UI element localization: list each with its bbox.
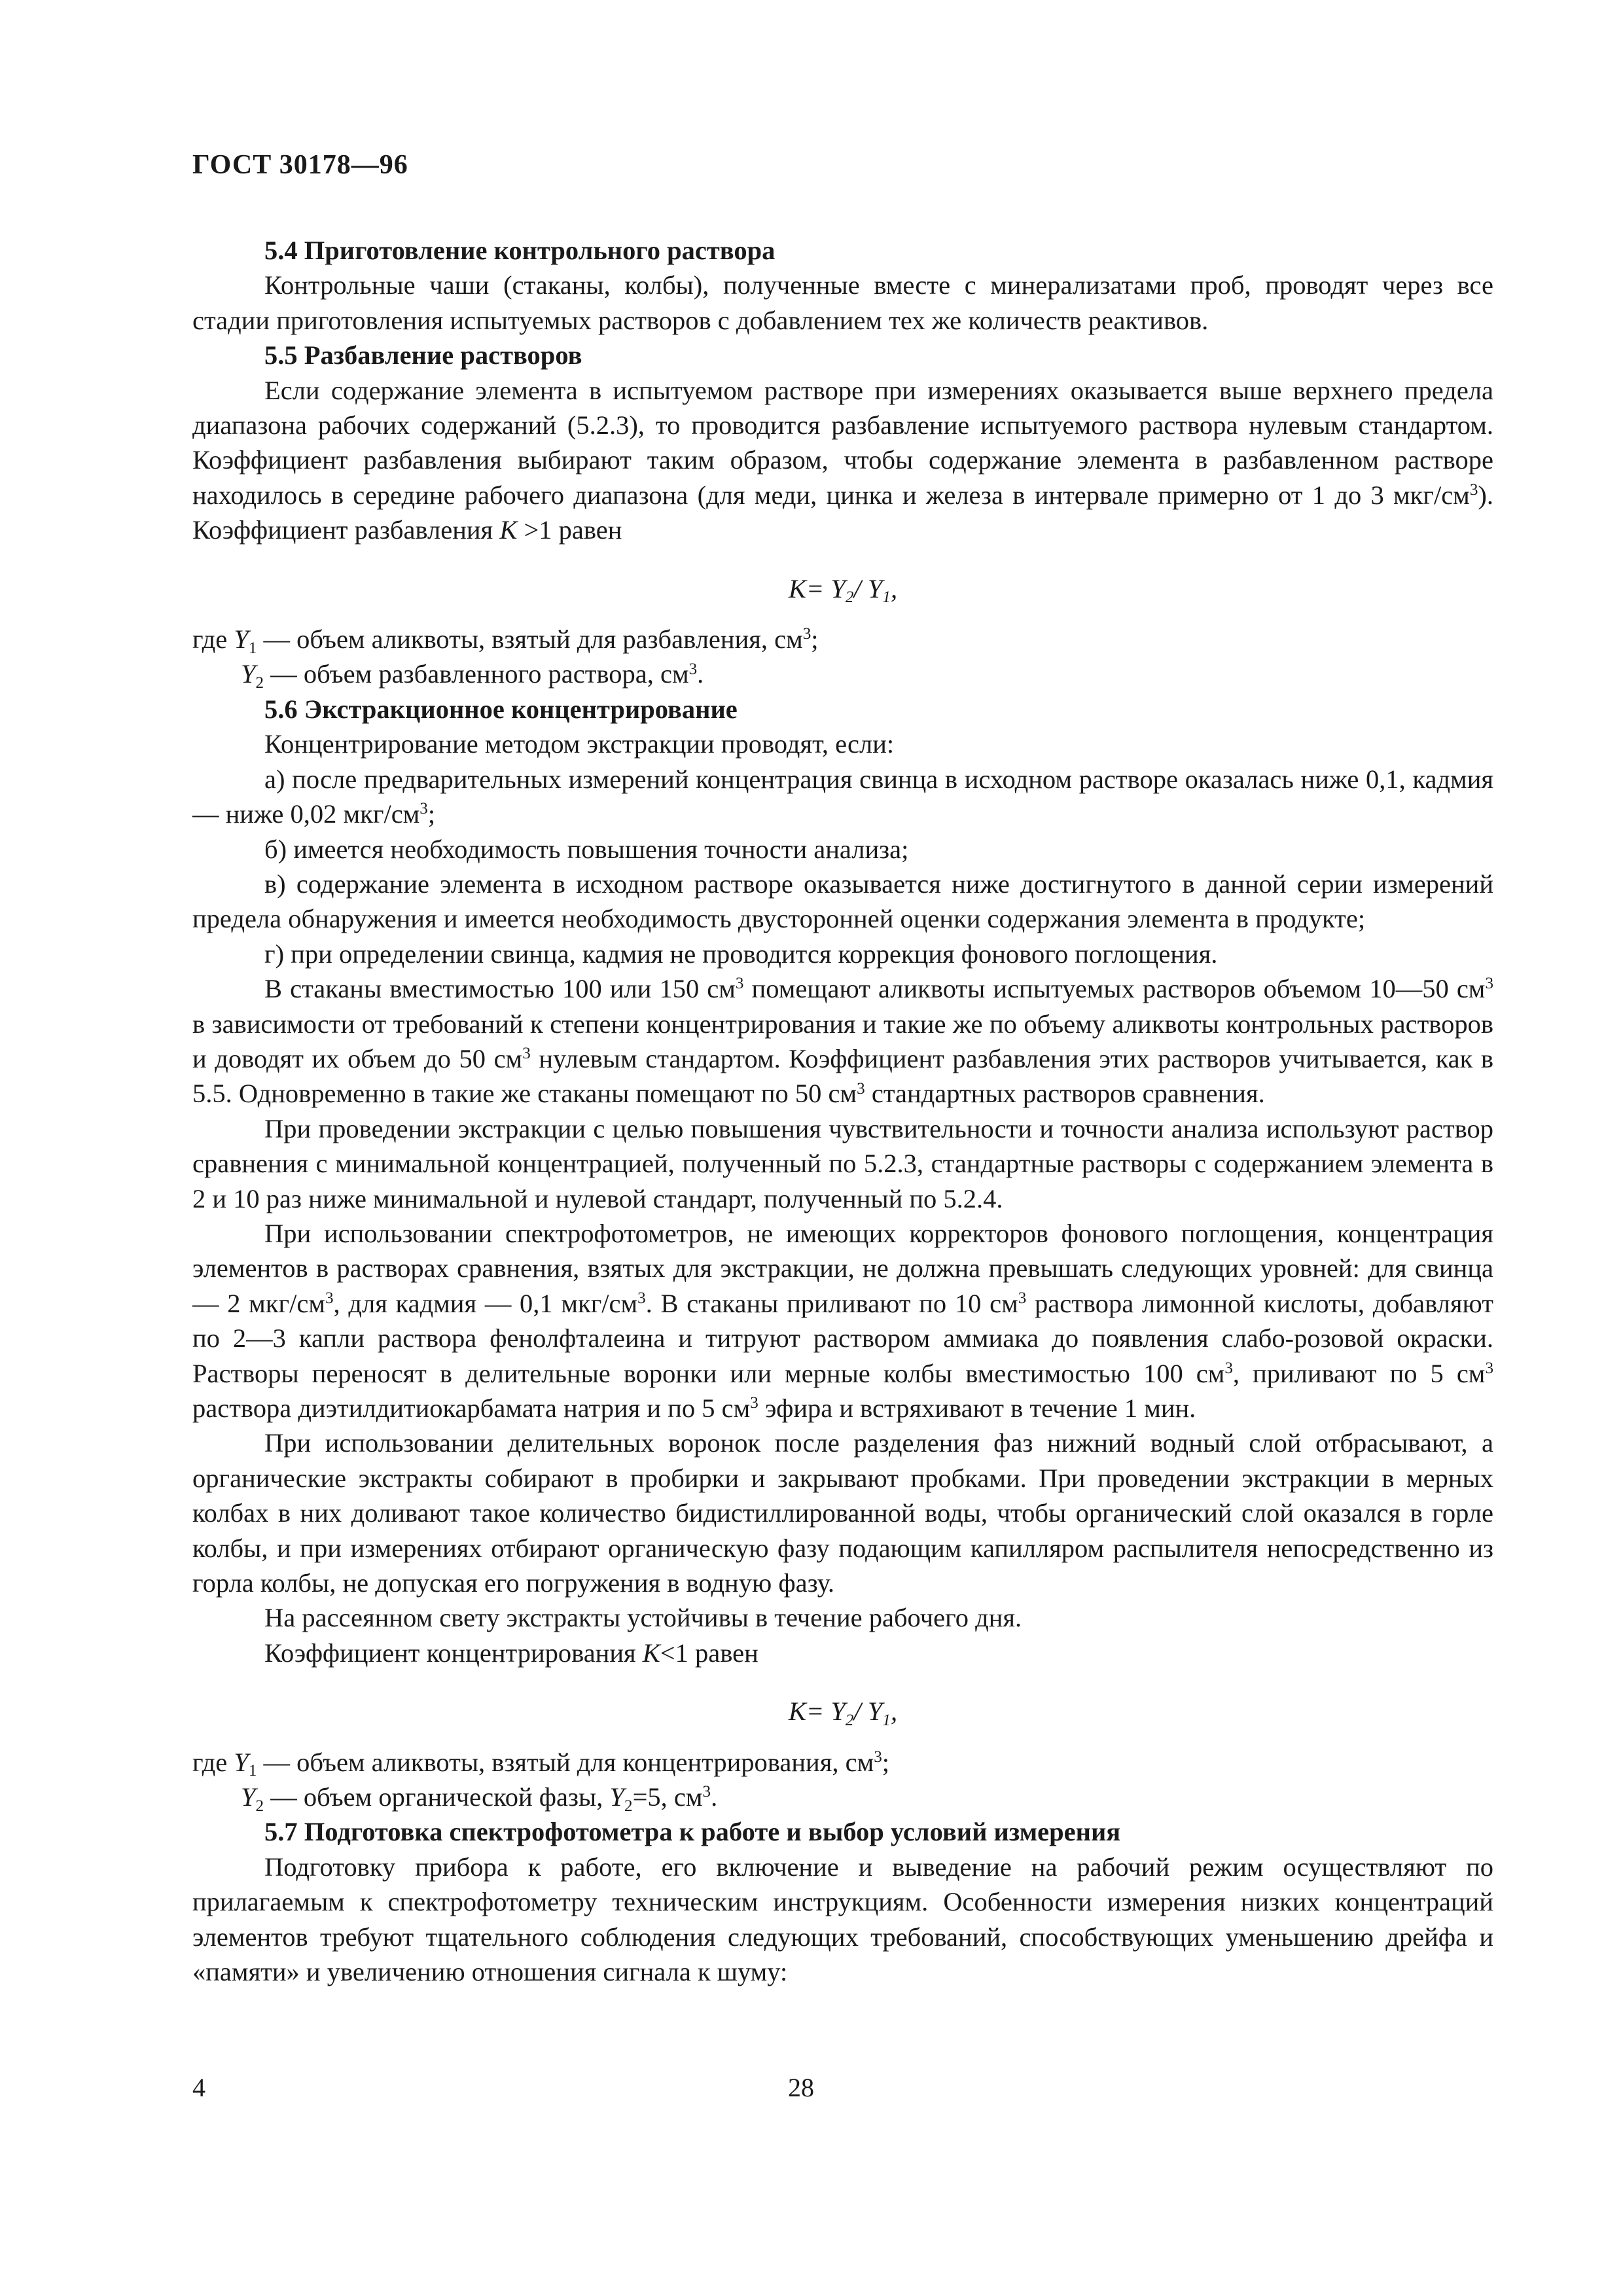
section-heading: 5.4 Приготовление контрольного раствора: [264, 236, 776, 265]
paragraph: Контрольные чаши (стаканы, колбы), полученные вместе с минерализатами проб, проводят через все стадии приготовления испытуемых растворов с добавлением тех же количеств реактивов.: [192, 270, 1493, 335]
document-body: [192, 233, 1493, 1990]
list-item: а) после предварительных измерений концентрация свинца в исходном растворе оказалась ниже 0,1, кадмия — ниже 0,02 мкг/$см^3$;: [192, 764, 1493, 829]
paragraph: При использовании спектрофотометров, не имеющих корректоров фонового поглощения, концентрация элементов в растворах сравнения, взятых для экстракции, не должна превышать следующих уровней: для свинца — 2 мкг/$см^3$, для кадмия — 0,1 мкг/$см^3$. В стаканы приливают по 10 $см^3$ раствора лимонной кислоты, добавляют по 2—3 капли раствора фенолфталеина и титруют раствором аммиака до появления слабо-розовой окраски. Растворы переносят в делительные воронки или мерные колбы вместимостью 100 $см^3$, приливают по 5 $см^3$ раствора диэтилдитиокарбамата натрия и по 5 $см^3$ эфира и встряхивают в течение 1 мин.: [192, 1218, 1493, 1423]
formula-legend: $Y_2$ — объем разбавленного раствора, $см^3$.: [241, 659, 704, 692]
section-heading: 5.5 Разбавление растворов: [264, 340, 582, 370]
paragraph: Подготовку прибора к работе, его включение и выведение на рабочий режим осуществляют по прилагаемым к спектрофотометру техническим инструкциям. Особенности измерения низких концентраций элементов требуют тщательного соблюдения следующих требований, способствующих уменьшению дрейфа и «памяти» и увеличению отношения сигнала к шуму:: [192, 1852, 1493, 1987]
paragraph: На рассеянном свету экстракты устойчивы в течение рабочего дня.: [264, 1603, 1022, 1633]
paragraph: Концентрирование методом экстракции проводят, если:: [264, 729, 895, 759]
page-number-center: 28: [788, 2073, 814, 2102]
formula-legend: где $Y_1$ — объем аликвоты, взятый для концентрирования, $см^3$;: [192, 1747, 890, 1780]
formula: $K= Y_2/$ $Y_1$,: [788, 1696, 898, 1729]
document-header: ГОСТ 30178—96: [192, 150, 408, 180]
list-item: б) имеется необходимость повышения точности анализа;: [264, 834, 909, 864]
section-heading: 5.6 Экстракционное концентрирование: [264, 694, 738, 724]
formula-legend: $Y_2$ — объем органической фазы, $Y_2=5$, $см^3$.: [241, 1782, 718, 1815]
page-number-left: 4: [192, 2073, 205, 2102]
list-item: в) содержание элемента в исходном растворе оказывается ниже достигнутого в данной серии измерений предела обнаружения и имеется необходимость двусторонней оценки содержания элемента в продукте;: [192, 869, 1493, 934]
formula-legend: где $Y_1$ — объем аликвоты, взятый для разбавления, $см^3$;: [192, 624, 819, 657]
list-item: г) при определении свинца, кадмия не проводится коррекция фонового поглощения.: [264, 939, 1218, 969]
paragraph: При использовании делительных воронок после разделения фаз нижний водный слой отбрасывают, а органические экстракты собирают в пробирки и закрывают пробками. При проведении экстракции в мерных колбах в них доливают такое количество бидистиллированной воды, чтобы органический слой оказался в горле колбы, и при измерениях отбирают органическую фазу подающим капилляром распылителя непосредственно из горла колбы, не допуская его погружения в водную фазу.: [192, 1428, 1493, 1598]
paragraph: Коэффициент концентрирования K<1 равен: [264, 1638, 758, 1668]
section-heading: 5.7 Подготовка спектрофотометра к работе и выбор условий измерения: [264, 1817, 1121, 1847]
paragraph: При проведении экстракции с целью повышения чувствительности и точности анализа используют раствор сравнения с минимальной концентрацией, полученный по 5.2.3, стандартные растворы с содержанием элемента в 2 и 10 раз ниже минимальной и нулевой стандарт, полученный по 5.2.4.: [192, 1113, 1493, 1213]
formula: $K= Y_2/$ $Y_1$,: [788, 573, 898, 607]
paragraph: Если содержание элемента в испытуемом растворе при измерениях оказывается выше верхнего предела диапазона рабочих содержаний (5.2.3), то проводится разбавление испытуемого раствора нулевым стандартом. Коэффициент разбавления выбирают таким образом, чтобы содержание элемента в разбавленном растворе находилось в середине рабочего диапазона (для меди, цинка и железа в интервале примерно от 1 до 3 мкг/$см^3$). Коэффициент разбавления K >1 равен: [192, 375, 1493, 545]
paragraph: В стаканы вместимостью 100 или 150 $см^3$ помещают аликвоты испытуемых растворов объемом 10—50 $см^3$ в зависимости от требований к степени концентрирования и такие же по объему аликвоты контрольных растворов и доводят их объем до 50 $см^3$ нулевым стандартом. Коэффициент разбавления этих растворов учитывается, как в 5.5. Одновременно в такие же стаканы помещают по 50 $см^3$ стандартных растворов сравнения.: [192, 974, 1494, 1109]
